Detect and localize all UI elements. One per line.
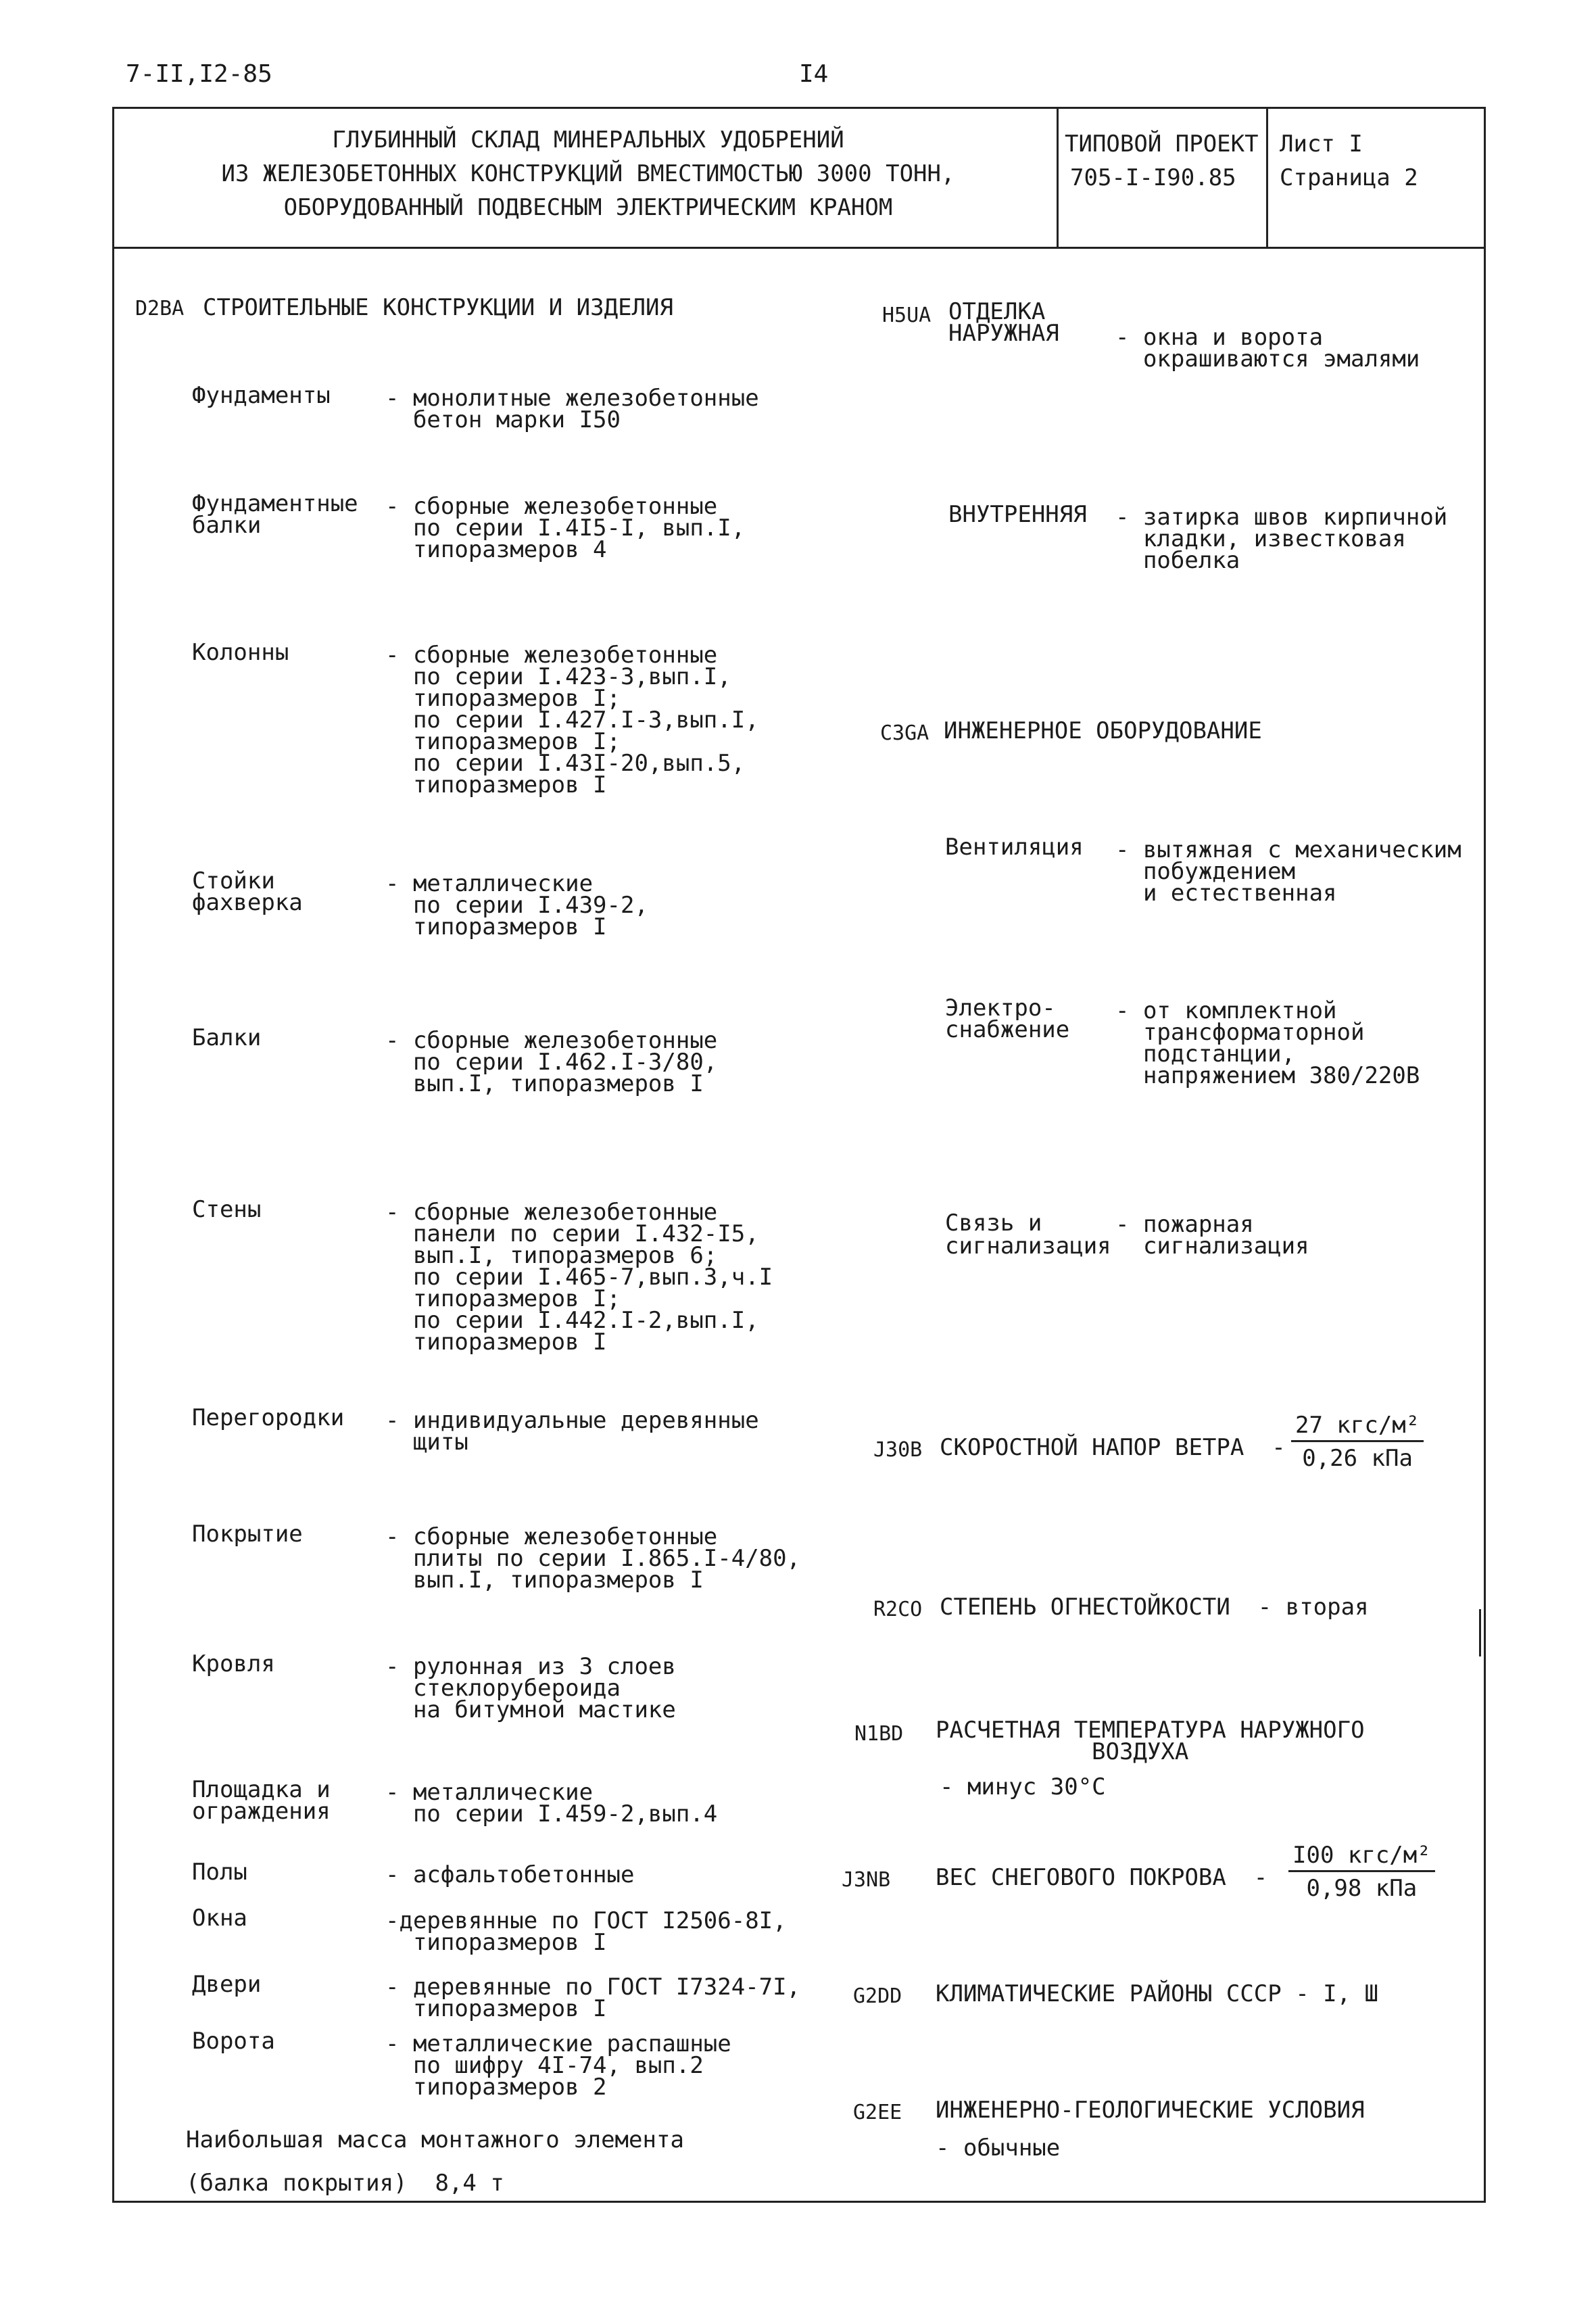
geology-code: G2EE — [853, 2101, 902, 2124]
item-name: Ворота — [192, 2028, 275, 2055]
item-value-line: - сборные железобетонные — [385, 642, 718, 669]
item-name: Кровля — [192, 1650, 275, 1677]
page-frame — [112, 107, 1486, 2203]
item-name: Полы — [192, 1859, 247, 1886]
snow-load-kpa: 0,98 кПа — [1306, 1875, 1418, 1902]
item-value-line: вып.I, типоразмеров I — [385, 1070, 704, 1097]
temperature-title-1: РАСЧЕТНАЯ ТЕМПЕРАТУРА НАРУЖНОГО — [936, 1717, 1365, 1744]
ventilation-name: Вентиляция — [945, 834, 1084, 861]
item-value-line: - сборные железобетонные — [385, 1199, 718, 1226]
item-value-line: по серии I.423-3,вып.I, — [385, 663, 731, 690]
item-value-line: плиты по серии I.865.I-4/80, — [385, 1545, 801, 1572]
comm-value-2: сигнализация — [1115, 1233, 1309, 1260]
item-name: Фундаменты — [192, 382, 331, 409]
geology-value: - обычные — [936, 2134, 1061, 2162]
fire-code: R2CO — [873, 1598, 923, 1621]
item-value-line: типоразмеров 2 — [385, 2074, 607, 2101]
item-value-line: - сборные железобетонные — [385, 1523, 718, 1550]
finish-interior-value-3: побелка — [1115, 547, 1240, 574]
wind-code: J30B — [873, 1438, 923, 1462]
page-label: Страница 2 — [1280, 164, 1418, 191]
item-value-line: типоразмеров I — [385, 771, 607, 798]
ventilation-value-1: - вытяжная с механическим — [1115, 836, 1461, 863]
item-value-line: по серии I.4I5-I, вып.I, — [385, 515, 746, 542]
item-name: Стойки — [192, 867, 275, 894]
item-value-line: по серии I.459-2,вып.4 — [385, 1800, 718, 1828]
snow-title: ВЕС СНЕГОВОГО ПОКРОВА - — [936, 1864, 1268, 1891]
item-value-line: типоразмеров I — [385, 1929, 607, 1956]
item-value-line: - металлические — [385, 1779, 594, 1806]
title-line-2: ИЗ ЖЕЛЕЗОБЕТОННЫХ КОНСТРУКЦИЙ ВМЕСТИМОСТЬЮ 3000 ТОНН, — [221, 160, 955, 187]
item-value-line: типоразмеров I; — [385, 685, 621, 712]
temperature-title-2: ВОЗДУХА — [1092, 1738, 1189, 1765]
wind-load-kpa: 0,26 кПа — [1302, 1445, 1413, 1472]
wind-load-kgs: 27 кгс/м² — [1291, 1412, 1424, 1442]
snow-load-fraction — [1288, 1842, 1435, 1902]
item-name: Стены — [192, 1196, 262, 1223]
item-value-line: на битумной мастике — [385, 1696, 676, 1723]
power-name-2: снабжение — [945, 1016, 1070, 1043]
item-value-line: вып.I, типоразмеров 6; — [385, 1242, 718, 1269]
item-value-line: стеклорубероида — [385, 1675, 621, 1702]
title-block-separator-1 — [1057, 107, 1059, 247]
finish-interior-value-2: кладки, известковая — [1115, 525, 1406, 552]
wind-load-fraction — [1291, 1412, 1424, 1472]
item-name: ограждения — [192, 1798, 331, 1825]
item-value-line: - сборные железобетонные — [385, 493, 718, 520]
fire-resistance: СТЕПЕНЬ ОГНЕСТОЙКОСТИ - вторая — [940, 1594, 1369, 1621]
edge-mark — [1479, 1609, 1481, 1656]
project-number: 705-I-I90.85 — [1070, 164, 1236, 191]
temperature-code: N1BD — [854, 1722, 904, 1746]
power-value-4: напряжением 380/220В — [1115, 1062, 1420, 1089]
item-value-line: - сборные железобетонные — [385, 1027, 718, 1054]
comm-name-2: сигнализация — [945, 1233, 1111, 1260]
climate-code: G2DD — [853, 1984, 902, 2008]
item-value-line: - деревянные по ГОСТ I7324-7I, — [385, 1974, 801, 2001]
comm-name-1: Связь и — [945, 1210, 1042, 1237]
power-value-1: - от комплектной — [1115, 997, 1337, 1024]
finish-interior-name: ВНУТРЕННЯЯ — [948, 501, 1087, 528]
finish-title-1: ОТДЕЛКА — [948, 298, 1046, 325]
item-value-line: по серии I.43I-20,вып.5, — [385, 750, 746, 777]
item-value-line: вып.I, типоразмеров I — [385, 1567, 704, 1594]
max-mass-line-2: (балка покрытия) 8,4 т — [186, 2170, 504, 2197]
item-name: Колонны — [192, 639, 289, 666]
item-value-line: -деревянные по ГОСТ I2506-8I, — [385, 1907, 787, 1934]
item-value-line: по серии I.442.I-2,вып.I, — [385, 1307, 759, 1334]
finish-title-2: НАРУЖНАЯ — [948, 320, 1059, 347]
equipment-title: ИНЖЕНЕРНОЕ ОБОРУДОВАНИЕ — [944, 717, 1262, 744]
page-number: I4 — [799, 60, 829, 88]
item-name: балки — [192, 512, 262, 539]
item-value-line: бетон марки I50 — [385, 406, 621, 433]
item-value-line: типоразмеров I; — [385, 728, 621, 755]
power-value-2: трансформаторной — [1115, 1019, 1365, 1046]
comm-value-1: - пожарная — [1115, 1211, 1254, 1238]
item-name: Фундаментные — [192, 490, 358, 517]
sheet-label: Лист I — [1280, 130, 1363, 158]
section-code-construction: D2BA — [135, 297, 185, 320]
title-block-separator-2 — [1266, 107, 1268, 247]
item-name: Площадка и — [192, 1776, 331, 1803]
item-value-line: - монолитные железобетонные — [385, 385, 759, 412]
geology-title: ИНЖЕНЕРНО-ГЕОЛОГИЧЕСКИЕ УСЛОВИЯ — [936, 2097, 1365, 2124]
item-name: Двери — [192, 1971, 262, 1998]
max-mass-line-1: Наибольшая масса монтажного элемента — [186, 2126, 684, 2153]
title-line-1: ГЛУБИННЫЙ СКЛАД МИНЕРАЛЬНЫХ УДОБРЕНИЙ — [332, 126, 844, 153]
ventilation-value-2: побуждением — [1115, 858, 1296, 885]
item-name: Балки — [192, 1024, 262, 1051]
item-name: Перегородки — [192, 1404, 345, 1431]
power-name-1: Электро- — [945, 995, 1056, 1022]
finish-code: H5UA — [882, 304, 932, 327]
snow-load-kgs: I00 кгс/м² — [1288, 1842, 1435, 1872]
item-value-line: типоразмеров I — [385, 1329, 607, 1356]
snow-code: J3NB — [842, 1868, 891, 1892]
finish-exterior-value-1: - окна и ворота — [1115, 324, 1324, 351]
item-value-line: - рулонная из 3 слоев — [385, 1653, 676, 1680]
item-value-line: типоразмеров I — [385, 1995, 607, 2022]
item-value-line: по серии I.465-7,вып.3,ч.I — [385, 1264, 773, 1291]
item-value-line: по серии I.427.I-3,вып.I, — [385, 707, 759, 734]
item-name: Покрытие — [192, 1521, 303, 1548]
item-value-line: щиты — [385, 1429, 468, 1456]
item-name: фахверка — [192, 889, 303, 916]
item-value-line: по серии I.439-2, — [385, 892, 648, 919]
temperature-value: - минус 30°С — [940, 1773, 1106, 1800]
title-line-3: ОБОРУДОВАННЫЙ ПОДВЕСНЫМ ЭЛЕКТРИЧЕСКИМ КРАНОМ — [283, 194, 893, 221]
item-value-line: - металлические — [385, 870, 594, 897]
finish-interior-value-1: - затирка швов кирпичной — [1115, 504, 1448, 531]
item-value-line: - асфальтобетонные — [385, 1861, 635, 1888]
item-name: Окна — [192, 1905, 247, 1932]
ventilation-value-3: и естественная — [1115, 880, 1337, 907]
item-value-line: по шифру 4I-74, вып.2 — [385, 2052, 704, 2079]
item-value-line: панели по серии I.432-I5, — [385, 1220, 759, 1247]
equipment-code: C3GA — [880, 721, 929, 745]
item-value-line: - индивидуальные деревянные — [385, 1407, 759, 1434]
item-value-line: по серии I.462.I-3/80, — [385, 1049, 718, 1076]
sheet-reference: 7-II,I2-85 — [126, 60, 272, 88]
title-block-divider — [112, 247, 1486, 249]
section-title-construction: СТРОИТЕЛЬНЫЕ КОНСТРУКЦИИ И ИЗДЕЛИЯ — [203, 294, 673, 321]
climate-regions: КЛИМАТИЧЕСКИЕ РАЙОНЫ СССР - I, Ш — [936, 1980, 1379, 2007]
item-value-line: - металлические распашные — [385, 2030, 731, 2057]
power-value-3: подстанции, — [1115, 1041, 1296, 1068]
item-value-line: типоразмеров I — [385, 913, 607, 940]
wind-title: СКОРОСТНОЙ НАПОР ВЕТРА - — [940, 1434, 1286, 1461]
project-label: ТИПОВОЙ ПРОЕКТ — [1065, 130, 1259, 158]
finish-exterior-value-2: окрашиваются эмалями — [1115, 345, 1420, 373]
item-value-line: типоразмеров 4 — [385, 536, 607, 563]
item-value-line: типоразмеров I; — [385, 1285, 621, 1312]
